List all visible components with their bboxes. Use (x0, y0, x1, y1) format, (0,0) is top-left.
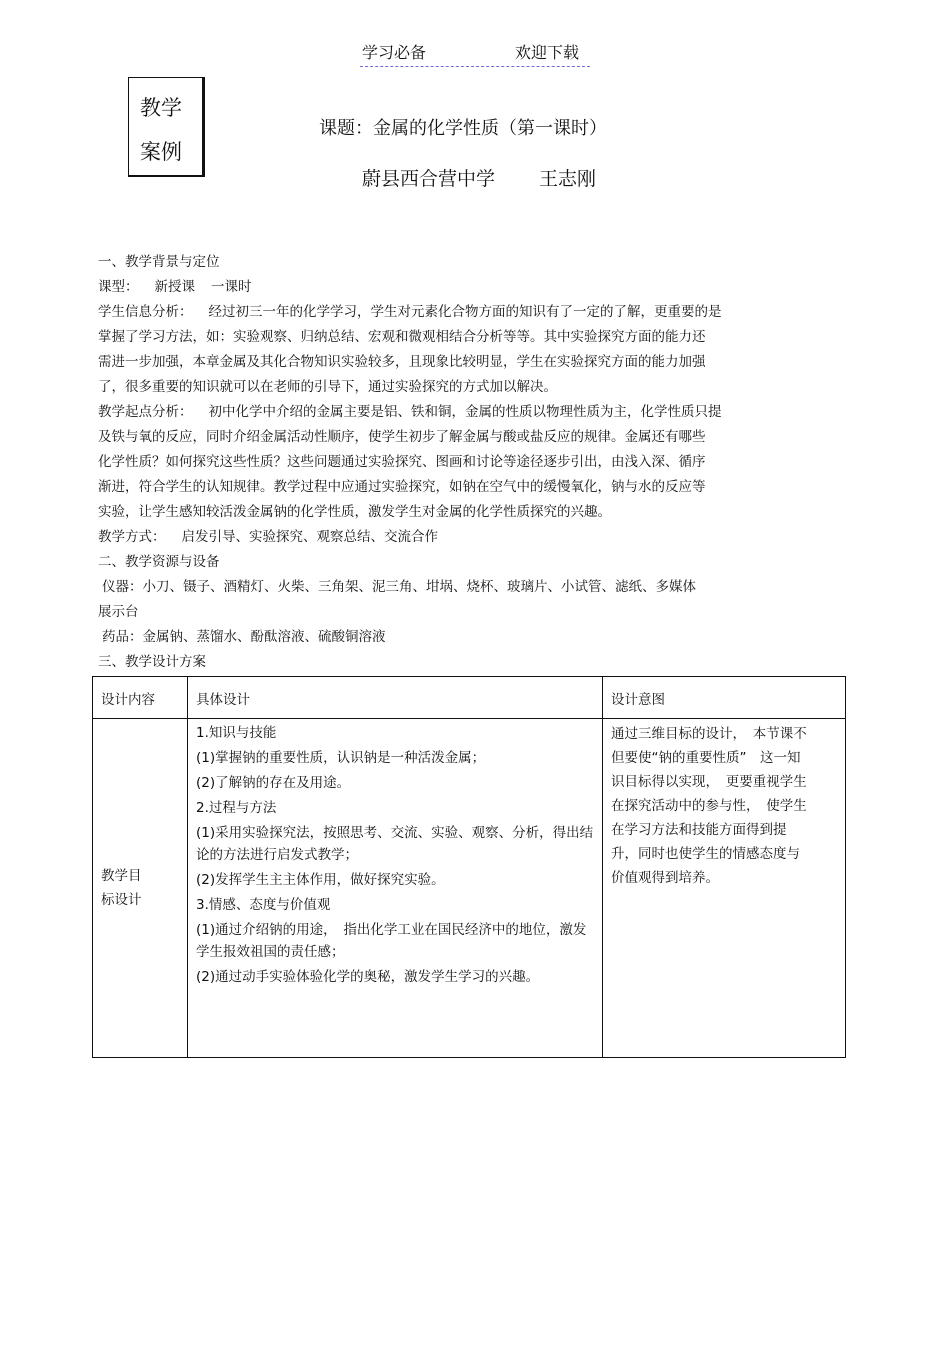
start-analysis-text: 初中化学中介绍的金属主要是铝、铁和铜，金属的性质以物理性质为主，化学性质只提 (208, 404, 722, 420)
student-analysis-text: 经过初三一年的化学学习，学生对元素化合物方面的知识有了一定的了解，更重要的是 (208, 304, 722, 320)
goal-item: (1)掌握钠的重要性质，认识钠是一种活泼金属； (196, 750, 486, 766)
teaching-case-box (128, 77, 205, 177)
teaching-method: 启发引导、实验探究、观察总结、交流合作 (181, 529, 438, 545)
design-table (92, 676, 846, 1058)
header-design-content: 设计内容 (93, 677, 188, 719)
start-analysis-label: 教学起点分析： (98, 404, 193, 420)
section3-heading: 三、教学设计方案 (98, 654, 206, 670)
header-left-text: 学习必备 (362, 43, 427, 62)
school-author-line (362, 164, 596, 191)
author-name: 王志刚 (539, 168, 597, 190)
header-specific-design: 具体设计 (188, 677, 603, 719)
goal-item: 3.情感、态度与价值观 (196, 897, 331, 913)
lesson-hours: 一课时 (211, 279, 252, 295)
document-body (98, 250, 798, 675)
start-analysis-line4: 渐进，符合学生的认知规律。教学过程中应通过实验探究，如钠在空气中的缓慢氧化，钠与水的反应等 (98, 479, 706, 495)
goal-item: (2)发挥学生主主体作用，做好探究实验。 (196, 872, 445, 888)
instruments-line2: 展示台 (98, 604, 139, 620)
intent-line: 在学习方法和技能方面得到提 (611, 822, 787, 838)
intent-cell (603, 719, 846, 1058)
school-name: 蔚县西合营中学 (362, 168, 496, 190)
student-analysis-line2: 掌握了学习方法，如：实验观察、归纳总结、宏观和微观相结合分析等等。其中实验探究方面的能力还 (98, 329, 706, 345)
lesson-type-label: 课型： (98, 279, 139, 295)
goal-item: 1.知识与技能 (196, 725, 277, 741)
intent-line: 识目标得以实现， 更要重视学生 (611, 774, 807, 790)
goal-item: (2)通过动手实验体验化学的奥秘，激发学生学习的兴趣。 (196, 969, 540, 985)
teaching-method-line (98, 525, 798, 550)
row-label-line2: 标设计 (101, 892, 142, 908)
start-analysis-line3: 化学性质？如何探究这些性质？这些问题通过实验探究、图画和讨论等途径逐步引出，由浅入深、循序 (98, 454, 706, 470)
page-header (360, 42, 590, 67)
intent-line: 在探究活动中的参与性， 使学生 (611, 798, 807, 814)
goal-item: 2.过程与方法 (196, 800, 277, 816)
intent-line: 但要使“钠的重要性质” 这一知 (611, 750, 801, 766)
intent-line: 升，同时也使学生的情感态度与 (611, 846, 800, 862)
row-label (93, 719, 188, 1058)
goal-item: (1)通过介绍钠的用途， 指出化学工业在国民经济中的地位，激发学生报效祖国的责任感； (196, 922, 587, 960)
student-analysis-line1 (98, 300, 798, 325)
student-analysis-line3: 需进一步加强，本章金属及其化合物知识实验较多，且现象比较明显，学生在实验探究方面的能力加强 (98, 354, 706, 370)
header-right-text: 欢迎下载 (515, 43, 580, 62)
case-box-line2: 案例 (140, 140, 182, 164)
start-analysis-line1 (98, 400, 798, 425)
lesson-title: 课题：金属的化学性质（第一课时） (319, 118, 607, 139)
row-label-line1: 教学目 (101, 868, 142, 884)
instruments-line1: 仪器：小刀、镊子、酒精灯、火柴、三角架、泥三角、坩埚、烧杯、玻璃片、小试管、滤纸、多媒体 (102, 579, 696, 595)
table-header-row (93, 677, 846, 719)
intent-line: 价值观得到培养。 (611, 870, 719, 886)
lesson-type: 新授课 (154, 279, 195, 295)
start-analysis-line2: 及铁与氧的反应，同时介绍金属活动性顺序，使学生初步了解金属与酸或盐反应的规律。金属还有哪些 (98, 429, 706, 445)
lesson-type-line (98, 275, 798, 300)
intent-line: 通过三维目标的设计， 本节课不 (611, 726, 807, 742)
case-box-line1: 教学 (140, 96, 182, 120)
goal-item: (2)了解钠的存在及用途。 (196, 775, 351, 791)
teaching-method-label: 教学方式： (98, 529, 166, 545)
goal-item: (1)采用实验探究法，按照思考、交流、实验、观察、分析，得出结论的方法进行启发式教学； (196, 825, 594, 863)
student-analysis-line4: 了，很多重要的知识就可以在老师的引导下，通过实验探究的方式加以解决。 (98, 379, 557, 395)
reagents-line: 药品：金属钠、蒸馏水、酚酞溶液、硫酸铜溶液 (102, 629, 386, 645)
start-analysis-line5: 实验，让学生感知较活泼金属钠的化学性质，激发学生对金属的化学性质探究的兴趣。 (98, 504, 611, 520)
section1-heading: 一、教学背景与定位 (98, 254, 220, 270)
student-analysis-label: 学生信息分析： (98, 304, 193, 320)
table-row (93, 719, 846, 1058)
section2-heading: 二、教学资源与设备 (98, 554, 220, 570)
header-design-intent: 设计意图 (603, 677, 846, 719)
goals-cell (188, 719, 603, 1058)
